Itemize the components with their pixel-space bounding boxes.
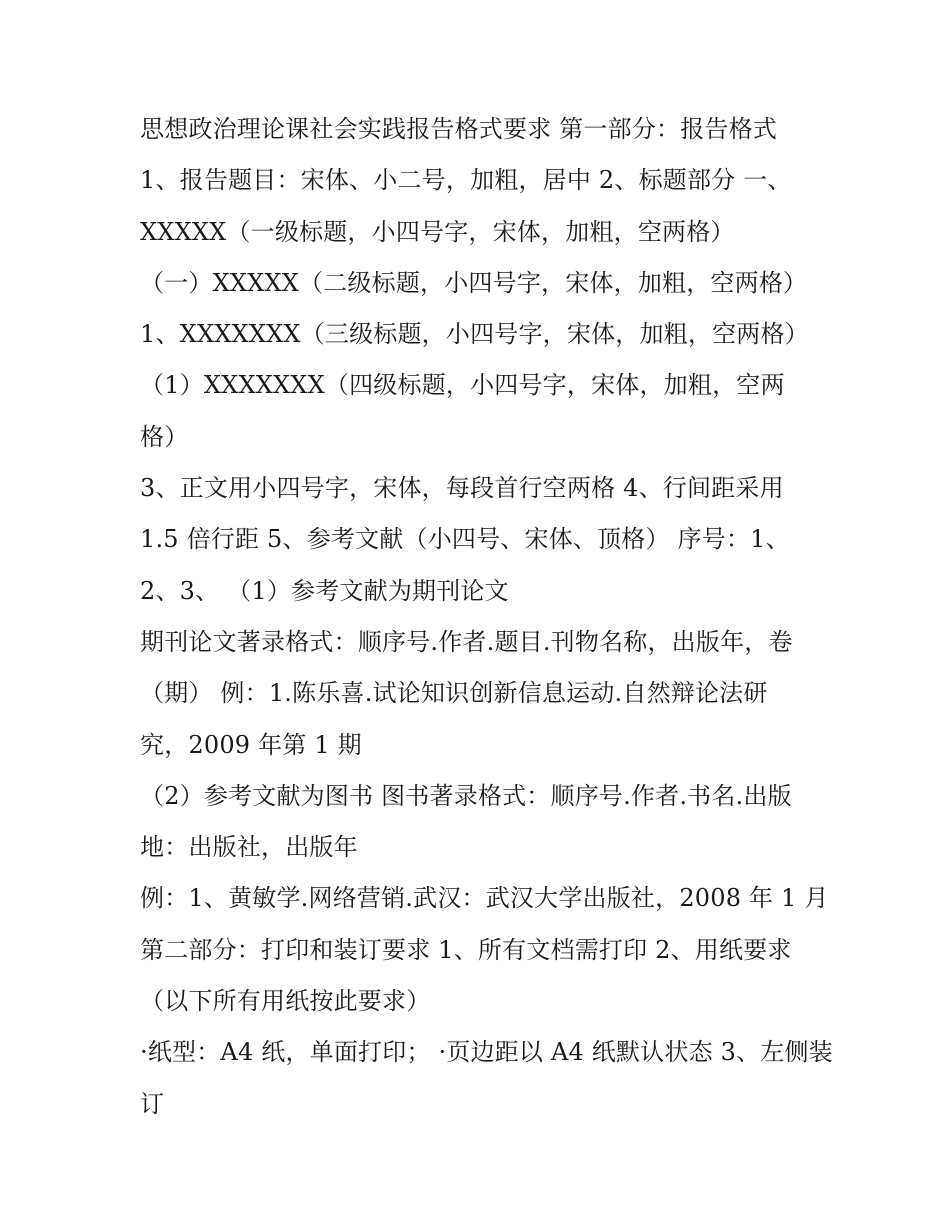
text-line: 3、正文用小四号字，宋体，每段首行空两格 4、行间距采用: [140, 474, 784, 503]
text-line: 1、报告题目：宋体、小二号，加粗，居中 2、标题部分 一、: [140, 166, 792, 195]
text-line: XXXXX（一级标题，小四号字，宋体，加粗，空两格）: [140, 217, 735, 246]
text-line: （2）参考文献为图书 图书著录格式：顺序号.作者.书名.出版: [140, 781, 792, 810]
text-line: 1、XXXXXXX（三级标题，小四号字，宋体，加粗，空两格）: [140, 320, 809, 349]
document-body: [140, 104, 833, 1130]
text-line: 订: [140, 1089, 165, 1118]
text-line: （期） 例：1.陈乐喜.试论知识创新信息运动.自然辩论法研: [140, 679, 768, 708]
text-line: 1.5 倍行距 5、参考文献（小四号、宋体、顶格） 序号：1、: [140, 525, 790, 554]
text-line: 地：出版社，出版年: [140, 833, 358, 862]
text-line: 2、3、 （1）参考文献为期刊论文: [140, 576, 509, 605]
text-line: 期刊论文著录格式：顺序号.作者.题目.刊物名称，出版年，卷: [140, 627, 793, 656]
text-line: （1）XXXXXXX（四级标题，小四号字，宋体，加粗，空两: [140, 371, 785, 400]
text-line: 第二部分：打印和装订要求 1、所有文档需打印 2、用纸要求: [140, 935, 792, 964]
text-line: 例：1、黄敏学.网络营销.武汉：武汉大学出版社，2008 年 1 月: [140, 884, 829, 913]
text-line: 思想政治理论课社会实践报告格式要求 第一部分：报告格式: [140, 115, 778, 143]
text-line: 究，2009 年第 1 期: [140, 730, 362, 759]
text-line: 格）: [140, 422, 189, 451]
text-line: （一）XXXXX（二级标题，小四号字，宋体，加粗，空两格）: [140, 268, 808, 297]
text-line: （以下所有用纸按此要求）: [140, 987, 431, 1016]
text-line: ·纸型：A4 纸，单面打印； ·页边距以 A4 纸默认状态 3、左侧装: [140, 1038, 833, 1067]
